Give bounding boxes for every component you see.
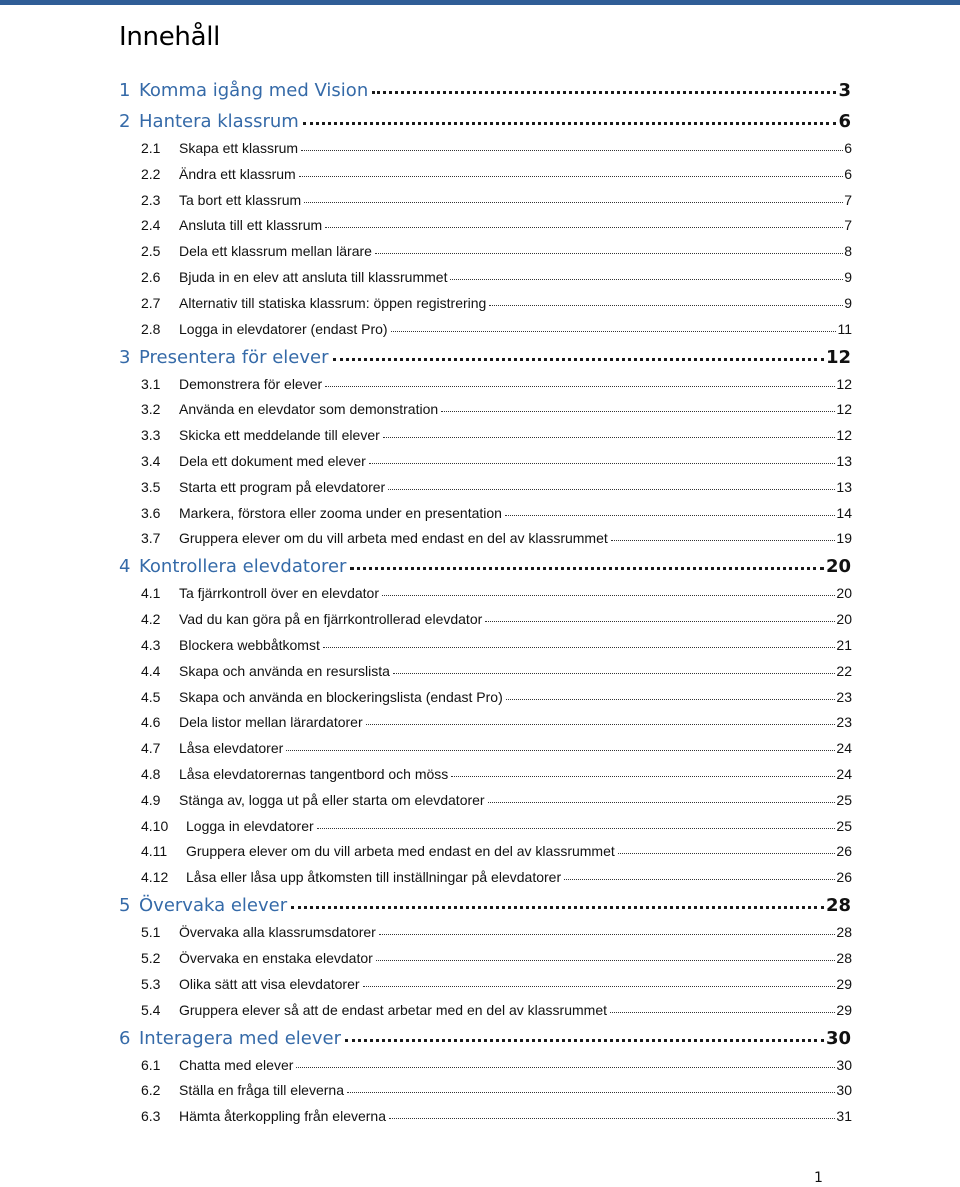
toc-entry-number: 3 <box>119 346 131 368</box>
toc-entry-label: Låsa elevdatorer <box>179 740 284 757</box>
dot-leader <box>350 567 823 570</box>
toc-entry-page: 8 <box>844 243 852 260</box>
dot-leader <box>485 620 835 622</box>
toc-entry-page: 3 <box>838 80 851 101</box>
toc-entry-label: Låsa eller låsa upp åtkomsten till inställningar på elevdatorer <box>186 869 562 886</box>
toc-entry-page: 25 <box>836 791 852 808</box>
toc-entry-number: 4.1 <box>141 585 161 602</box>
dot-leader <box>347 1091 835 1093</box>
dot-leader <box>451 775 835 777</box>
toc-entry-page: 28 <box>836 924 852 941</box>
dot-leader <box>505 514 835 516</box>
dot-leader <box>618 852 836 854</box>
dot-leader <box>333 358 824 361</box>
toc-entry-number: 6.3 <box>141 1108 161 1125</box>
toc-chapter-entry[interactable] <box>119 347 851 373</box>
toc-entry-label: Interagera med elever <box>139 1027 341 1049</box>
toc-entry-number: 2.6 <box>141 269 161 285</box>
dot-leader <box>391 330 837 332</box>
toc-entry-label: Övervaka en enstaka elevdator <box>179 950 373 966</box>
toc-section-entry[interactable] <box>141 453 852 475</box>
toc-section-entry[interactable] <box>141 950 852 972</box>
toc-entry-page: 22 <box>836 662 852 679</box>
toc-section-entry[interactable] <box>141 376 852 398</box>
toc-entry-page: 24 <box>836 740 852 757</box>
toc-entry-number: 3.3 <box>141 427 161 444</box>
toc-entry-page: 30 <box>836 1082 852 1099</box>
toc-entry-number: 5.1 <box>141 924 161 941</box>
toc-section-entry[interactable] <box>141 217 852 239</box>
toc-entry-label: Alternativ till statiska klassrum: öppen registrering <box>179 294 487 311</box>
toc-entry-label: Logga in elevdatorer <box>186 817 314 834</box>
toc-entry-label: Gruppera elever så att de endast arbetar med en del av klassrummet <box>179 1001 607 1018</box>
dot-leader <box>375 252 843 254</box>
toc-entry-page: 9 <box>844 294 852 311</box>
toc-entry-number: 5 <box>119 895 131 917</box>
toc-entry-page: 12 <box>825 346 851 368</box>
toc-entry-label: Logga in elevdatorer (endast Pro) <box>179 320 388 337</box>
toc-entry-page: 13 <box>836 453 852 469</box>
toc-section-entry[interactable] <box>141 243 852 265</box>
toc-entry-label: Skapa ett klassrum <box>179 140 299 156</box>
toc-entry-label: Presentera för elever <box>139 346 329 368</box>
toc-section-entry[interactable] <box>141 1002 852 1024</box>
toc-entry-number: 3.4 <box>141 453 161 469</box>
toc-entry-label: Dela listor mellan lärardatorer <box>179 714 363 731</box>
toc-entry-page: 28 <box>836 950 852 966</box>
toc-entry-number: 4.2 <box>141 611 161 628</box>
dot-leader <box>488 801 836 803</box>
dot-leader <box>366 723 836 725</box>
toc-entry-page: 7 <box>844 217 852 234</box>
toc-entry-page: 31 <box>836 1108 852 1125</box>
toc-entry-number: 2.5 <box>141 243 161 260</box>
toc-entry-label: Dela ett klassrum mellan lärare <box>179 243 372 260</box>
toc-entry-label: Kontrollera elevdatorer <box>139 556 347 578</box>
toc-entry-page: 25 <box>836 817 852 834</box>
toc-entry-label: Hantera klassrum <box>139 111 299 132</box>
toc-section-entry[interactable] <box>141 766 852 788</box>
toc-entry-number: 4.8 <box>141 766 161 782</box>
toc-section-entry[interactable] <box>141 1108 852 1130</box>
toc-entry-label: Ändra ett klassrum <box>179 165 296 182</box>
page-number: 1 <box>814 1170 823 1186</box>
dot-leader <box>369 462 836 464</box>
toc-entry-label: Ta bort ett klassrum <box>179 191 302 208</box>
toc-entry-label: Övervaka alla klassrumsdatorer <box>179 924 376 941</box>
toc-entry-page: 12 <box>836 401 852 418</box>
dot-leader <box>383 436 836 438</box>
toc-section-entry[interactable] <box>141 714 852 736</box>
toc-entry-number: 3.7 <box>141 530 161 547</box>
toc-entry-number: 4.4 <box>141 662 161 679</box>
toc-entry-label: Chatta med elever <box>179 1056 294 1073</box>
toc-section-entry[interactable] <box>141 792 852 814</box>
toc-entry-label: Blockera webbåtkomst <box>179 637 320 653</box>
toc-entry-page: 20 <box>836 585 852 602</box>
toc-section-entry[interactable] <box>141 976 852 998</box>
toc-entry-number: 2.8 <box>141 320 161 337</box>
dot-leader <box>317 827 836 829</box>
dot-leader <box>296 1066 835 1068</box>
toc-entry-label: Hämta återkoppling från eleverna <box>179 1108 387 1125</box>
toc-entry-label: Demonstrera för elever <box>179 375 323 392</box>
dot-leader <box>388 488 835 490</box>
dot-leader <box>389 1117 835 1119</box>
toc-entry-label: Olika sätt att visa elevdatorer <box>179 975 360 992</box>
toc-entry-label: Komma igång med Vision <box>139 80 369 101</box>
toc-entry-page: 9 <box>844 269 852 285</box>
toc-entry-number: 4 <box>119 556 131 578</box>
dot-leader <box>450 278 843 280</box>
toc-entry-number: 2.7 <box>141 294 161 311</box>
toc-entry-page: 7 <box>844 191 852 208</box>
toc-entry-label: Låsa elevdatorernas tangentbord och möss <box>179 766 449 782</box>
toc-entry-page: 6 <box>844 140 852 156</box>
toc-entry-number: 3.6 <box>141 504 161 521</box>
toc-entry-page: 26 <box>836 843 852 860</box>
toc-entry-number: 2.2 <box>141 165 161 182</box>
toc-entry-label: Stänga av, logga ut på eller starta om elevdatorer <box>179 791 485 808</box>
toc-entry-label: Ta fjärrkontroll över en elevdator <box>179 585 379 602</box>
toc-entry-page: 26 <box>836 869 852 886</box>
toc-section-entry[interactable] <box>141 1082 852 1104</box>
toc-entry-page: 23 <box>836 688 852 705</box>
toc-entry-number: 4.10 <box>141 817 169 834</box>
toc-entry-number: 2 <box>119 111 131 132</box>
toc-entry-number: 2.1 <box>141 140 161 156</box>
dot-leader <box>304 201 843 203</box>
toc-entry-number: 5.4 <box>141 1001 161 1018</box>
toc-entry-label: Ansluta till ett klassrum <box>179 217 323 234</box>
toc-section-entry[interactable] <box>141 505 852 527</box>
toc-entry-page: 19 <box>836 530 852 547</box>
toc-section-entry[interactable] <box>141 611 852 633</box>
toc-entry-number: 5.3 <box>141 975 161 992</box>
toc-entry-number: 3.5 <box>141 478 161 495</box>
dot-leader <box>506 698 836 700</box>
dot-leader <box>325 226 843 228</box>
toc-section-entry[interactable] <box>141 1057 852 1079</box>
toc-title: Innehåll <box>119 22 221 52</box>
dot-leader <box>489 304 843 306</box>
toc-entry-page: 12 <box>836 375 852 392</box>
dot-leader <box>382 594 835 596</box>
toc-entry-number: 6.2 <box>141 1082 161 1099</box>
toc-chapter-entry[interactable] <box>119 80 851 106</box>
toc-section-entry[interactable] <box>141 843 852 865</box>
dot-leader <box>323 646 836 648</box>
toc-entry-label: Vad du kan göra på en fjärrkontrollerad elevdator <box>179 611 483 628</box>
toc-section-entry[interactable] <box>141 689 852 711</box>
toc-chapter-entry[interactable] <box>119 895 851 921</box>
toc-entry-label: Skapa och använda en blockeringslista (endast Pro) <box>179 688 503 705</box>
toc-chapter-entry[interactable] <box>119 1028 851 1054</box>
dot-leader <box>363 985 836 987</box>
toc-entry-number: 2.3 <box>141 191 161 208</box>
toc-section-entry[interactable] <box>141 818 852 840</box>
toc-section-entry[interactable] <box>141 585 852 607</box>
toc-section-entry[interactable] <box>141 269 852 291</box>
dot-leader <box>299 175 843 177</box>
toc-section-entry[interactable] <box>141 401 852 423</box>
toc-entry-page: 12 <box>836 427 852 444</box>
dot-leader <box>303 122 837 125</box>
toc-section-entry[interactable] <box>141 663 852 685</box>
toc-section-entry[interactable] <box>141 166 852 188</box>
dot-leader <box>286 749 835 751</box>
toc-entry-page: 30 <box>825 1027 851 1049</box>
toc-entry-label: Starta ett program på elevdatorer <box>179 478 386 495</box>
toc-entry-page: 23 <box>836 714 852 731</box>
toc-section-entry[interactable] <box>141 192 852 214</box>
toc-entry-page: 29 <box>836 1001 852 1018</box>
toc-entry-number: 4.5 <box>141 688 161 705</box>
toc-entry-number: 4.9 <box>141 791 161 808</box>
toc-entry-page: 30 <box>836 1056 852 1073</box>
toc-entry-label: Gruppera elever om du vill arbeta med endast en del av klassrummet <box>179 530 608 547</box>
dot-leader <box>393 672 836 674</box>
toc-entry-label: Övervaka elever <box>139 895 288 917</box>
toc-entry-label: Skapa och använda en resurslista <box>179 662 390 679</box>
toc-entry-number: 3.1 <box>141 375 161 392</box>
toc-section-entry[interactable] <box>141 140 852 162</box>
toc-section-entry[interactable] <box>141 530 852 552</box>
dot-leader <box>345 1039 824 1042</box>
dot-leader <box>379 933 836 935</box>
toc-entry-page: 14 <box>836 504 852 521</box>
toc-section-entry[interactable] <box>141 427 852 449</box>
toc-chapter-entry[interactable] <box>119 111 851 137</box>
toc-entry-number: 4.6 <box>141 714 161 731</box>
toc-section-entry[interactable] <box>141 479 852 501</box>
dot-leader <box>291 906 824 909</box>
dot-leader <box>611 539 836 541</box>
dot-leader <box>325 385 835 387</box>
toc-entry-label: Använda en elevdator som demonstration <box>179 401 439 418</box>
toc-entry-label: Skicka ett meddelande till elever <box>179 427 380 444</box>
toc-entry-page: 20 <box>825 556 851 578</box>
toc-entry-page: 29 <box>836 975 852 992</box>
dot-leader <box>610 1011 835 1013</box>
toc-entry-page: 11 <box>837 320 852 337</box>
toc-section-entry[interactable] <box>141 637 852 659</box>
toc-entry-number: 5.2 <box>141 950 161 966</box>
dot-leader <box>441 410 835 412</box>
toc-section-entry[interactable] <box>141 321 852 343</box>
toc-entry-label: Gruppera elever om du vill arbeta med endast en del av klassrummet <box>186 843 615 860</box>
toc-entry-page: 6 <box>838 111 851 132</box>
toc-entry-number: 3.2 <box>141 401 161 418</box>
toc-entry-label: Dela ett dokument med elever <box>179 453 366 469</box>
toc-entry-label: Markera, förstora eller zooma under en presentation <box>179 504 502 521</box>
toc-chapter-entry[interactable] <box>119 556 851 582</box>
toc-entry-number: 4.12 <box>141 869 169 886</box>
toc-entry-page: 6 <box>844 165 852 182</box>
toc-entry-page: 21 <box>836 637 852 653</box>
toc-entry-number: 4.7 <box>141 740 161 757</box>
toc-section-entry[interactable] <box>141 869 852 891</box>
toc-entry-number: 6.1 <box>141 1056 161 1073</box>
toc-entry-number: 2.4 <box>141 217 161 234</box>
toc-section-entry[interactable] <box>141 924 852 946</box>
toc-entry-page: 13 <box>836 478 852 495</box>
toc-section-entry[interactable] <box>141 295 852 317</box>
dot-leader <box>372 91 836 94</box>
toc-entry-number: 4.11 <box>141 843 168 860</box>
toc-entry-number: 1 <box>119 80 131 101</box>
toc-entry-number: 6 <box>119 1027 131 1049</box>
dot-leader <box>376 959 836 961</box>
dot-leader <box>564 878 835 880</box>
toc-entry-number: 4.3 <box>141 637 161 653</box>
toc-entry-page: 28 <box>825 895 851 917</box>
toc-entry-label: Bjuda in en elev att ansluta till klassrummet <box>179 269 448 285</box>
dot-leader <box>301 149 843 151</box>
toc-section-entry[interactable] <box>141 740 852 762</box>
toc-entry-label: Ställa en fråga till eleverna <box>179 1082 344 1099</box>
toc-entry-page: 20 <box>836 611 852 628</box>
toc-entry-page: 24 <box>836 766 852 782</box>
